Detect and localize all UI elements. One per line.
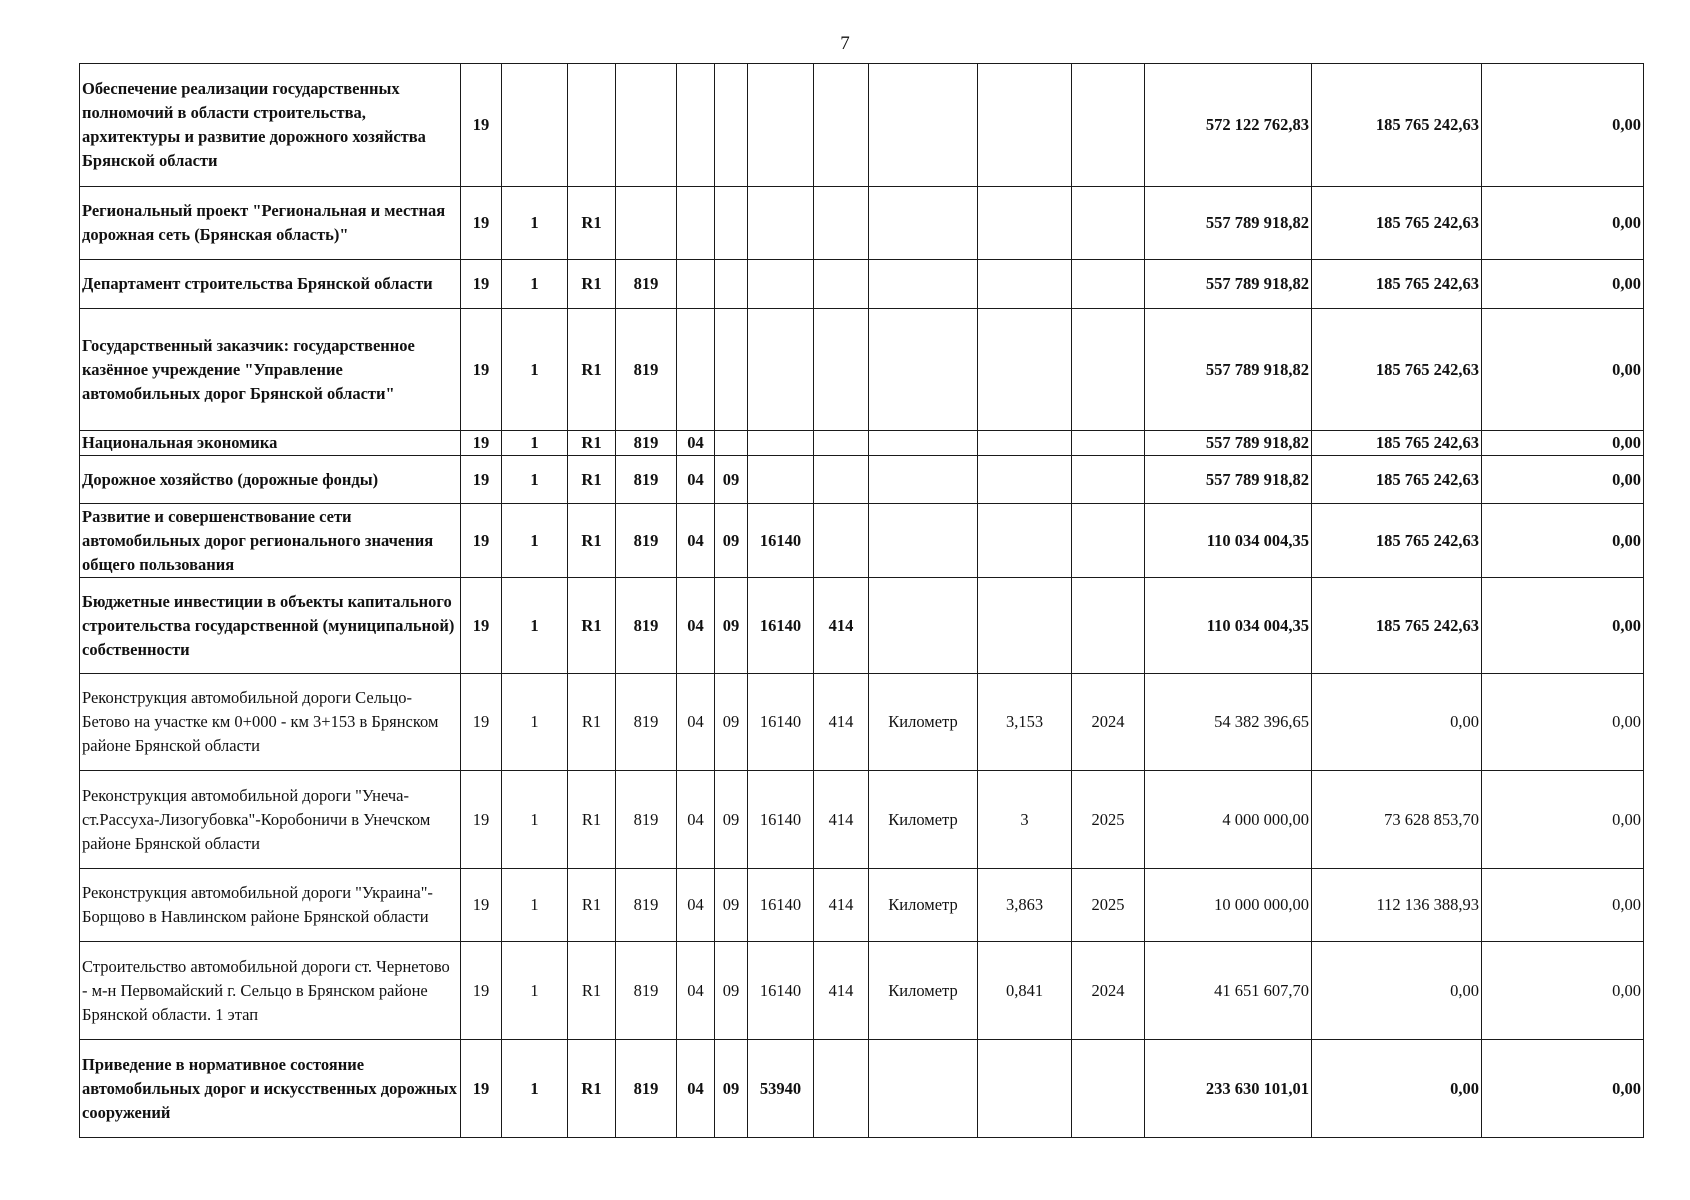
cell-unit <box>869 504 978 578</box>
table-row <box>80 431 1644 456</box>
cell-year: 2025 <box>1072 869 1145 942</box>
cell-amount-2: 185 765 242,63 <box>1312 64 1482 187</box>
cell-capacity <box>978 456 1072 504</box>
cell-year: 2024 <box>1072 942 1145 1040</box>
cell-year <box>1072 260 1145 309</box>
cell-capacity: 3 <box>978 771 1072 869</box>
cell-project: R1 <box>568 942 616 1040</box>
cell-year: 2024 <box>1072 674 1145 771</box>
cell-expense-type: 414 <box>814 674 869 771</box>
cell-name: Национальная экономика <box>80 431 461 456</box>
budget-table <box>79 63 1644 1138</box>
cell-amount-3: 0,00 <box>1482 456 1644 504</box>
cell-expense-type <box>814 504 869 578</box>
cell-name: Региональный проект "Региональная и местная дорожная сеть (Брянская область)" <box>80 187 461 260</box>
cell-program: 19 <box>461 431 502 456</box>
cell-amount-1: 54 382 396,65 <box>1145 674 1312 771</box>
cell-amount-1: 572 122 762,83 <box>1145 64 1312 187</box>
cell-direction: 16140 <box>748 771 814 869</box>
cell-grbs: 819 <box>616 674 677 771</box>
table-body <box>80 64 1644 1138</box>
cell-year <box>1072 456 1145 504</box>
cell-amount-2: 112 136 388,93 <box>1312 869 1482 942</box>
cell-unit: Километр <box>869 674 978 771</box>
cell-program: 19 <box>461 578 502 674</box>
cell-amount-3: 0,00 <box>1482 187 1644 260</box>
cell-section: 04 <box>677 1040 715 1138</box>
cell-name: Приведение в нормативное состояние автомобильных дорог и искусственных дорожных сооружений <box>80 1040 461 1138</box>
cell-direction <box>748 309 814 431</box>
cell-subprogram: 1 <box>502 456 568 504</box>
cell-capacity <box>978 578 1072 674</box>
cell-amount-1: 233 630 101,01 <box>1145 1040 1312 1138</box>
cell-program: 19 <box>461 869 502 942</box>
cell-name: Развитие и совершенствование сети автомобильных дорог регионального значения общего пользования <box>80 504 461 578</box>
table-row <box>80 942 1644 1040</box>
cell-unit <box>869 456 978 504</box>
cell-amount-2: 0,00 <box>1312 942 1482 1040</box>
cell-amount-1: 4 000 000,00 <box>1145 771 1312 869</box>
cell-amount-3: 0,00 <box>1482 771 1644 869</box>
cell-unit <box>869 1040 978 1138</box>
cell-amount-2: 185 765 242,63 <box>1312 260 1482 309</box>
cell-amount-2: 185 765 242,63 <box>1312 187 1482 260</box>
cell-name: Департамент строительства Брянской области <box>80 260 461 309</box>
cell-name: Реконструкция автомобильной дороги Сельцо-Бетово на участке км 0+000 - км 3+153 в Брянском районе Брянской области <box>80 674 461 771</box>
cell-name: Обеспечение реализации государственных полномочий в области строительства, архитектуры и развитие дорожного хозяйства Брянской области <box>80 64 461 187</box>
cell-name: Реконструкция автомобильной дороги "Унеча-ст.Рассуха-Лизогубовка"-Коробоничи в Унечском районе Брянской области <box>80 771 461 869</box>
cell-amount-2: 185 765 242,63 <box>1312 431 1482 456</box>
cell-subsection: 09 <box>715 504 748 578</box>
cell-name: Бюджетные инвестиции в объекты капитального строительства государственной (муниципальной) собственности <box>80 578 461 674</box>
cell-subsection: 09 <box>715 578 748 674</box>
cell-name: Государственный заказчик: государственное казённое учреждение "Управление автомобильных дорог Брянской области" <box>80 309 461 431</box>
cell-amount-2: 0,00 <box>1312 1040 1482 1138</box>
cell-expense-type: 414 <box>814 942 869 1040</box>
cell-amount-1: 557 789 918,82 <box>1145 187 1312 260</box>
cell-grbs: 819 <box>616 260 677 309</box>
cell-project: R1 <box>568 674 616 771</box>
cell-subprogram <box>502 64 568 187</box>
cell-section: 04 <box>677 456 715 504</box>
cell-direction <box>748 431 814 456</box>
cell-expense-type <box>814 456 869 504</box>
table-row <box>80 869 1644 942</box>
cell-subprogram: 1 <box>502 674 568 771</box>
cell-direction: 16140 <box>748 869 814 942</box>
cell-expense-type <box>814 64 869 187</box>
cell-expense-type <box>814 260 869 309</box>
cell-expense-type: 414 <box>814 771 869 869</box>
table-row <box>80 309 1644 431</box>
cell-program: 19 <box>461 456 502 504</box>
cell-grbs: 819 <box>616 456 677 504</box>
cell-section: 04 <box>677 504 715 578</box>
cell-direction: 16140 <box>748 942 814 1040</box>
cell-subsection <box>715 187 748 260</box>
cell-year <box>1072 578 1145 674</box>
cell-section <box>677 187 715 260</box>
cell-unit: Километр <box>869 942 978 1040</box>
cell-subprogram: 1 <box>502 260 568 309</box>
cell-amount-3: 0,00 <box>1482 942 1644 1040</box>
cell-subsection: 09 <box>715 942 748 1040</box>
cell-subprogram: 1 <box>502 942 568 1040</box>
cell-year <box>1072 64 1145 187</box>
cell-amount-1: 41 651 607,70 <box>1145 942 1312 1040</box>
cell-expense-type <box>814 187 869 260</box>
cell-program: 19 <box>461 942 502 1040</box>
cell-subprogram: 1 <box>502 771 568 869</box>
cell-direction: 16140 <box>748 578 814 674</box>
table-row <box>80 504 1644 578</box>
cell-subsection <box>715 309 748 431</box>
cell-subprogram: 1 <box>502 1040 568 1138</box>
cell-amount-2: 0,00 <box>1312 674 1482 771</box>
cell-amount-3: 0,00 <box>1482 431 1644 456</box>
cell-project: R1 <box>568 869 616 942</box>
cell-amount-3: 0,00 <box>1482 64 1644 187</box>
cell-unit <box>869 578 978 674</box>
cell-section: 04 <box>677 771 715 869</box>
cell-direction <box>748 187 814 260</box>
table-row <box>80 260 1644 309</box>
cell-subprogram: 1 <box>502 187 568 260</box>
cell-capacity <box>978 187 1072 260</box>
cell-name: Дорожное хозяйство (дорожные фонды) <box>80 456 461 504</box>
cell-subsection: 09 <box>715 674 748 771</box>
cell-project: R1 <box>568 1040 616 1138</box>
cell-year <box>1072 187 1145 260</box>
cell-amount-2: 185 765 242,63 <box>1312 578 1482 674</box>
cell-section: 04 <box>677 431 715 456</box>
cell-name: Строительство автомобильной дороги ст. Чернетово - м-н Первомайский г. Сельцо в Брянском районе Брянской области. 1 этап <box>80 942 461 1040</box>
cell-grbs: 819 <box>616 869 677 942</box>
cell-expense-type: 414 <box>814 578 869 674</box>
cell-direction: 16140 <box>748 674 814 771</box>
cell-program: 19 <box>461 674 502 771</box>
cell-subsection: 09 <box>715 869 748 942</box>
table-row <box>80 578 1644 674</box>
cell-project <box>568 64 616 187</box>
cell-subprogram: 1 <box>502 578 568 674</box>
cell-subsection: 09 <box>715 771 748 869</box>
cell-direction <box>748 64 814 187</box>
cell-subsection <box>715 431 748 456</box>
cell-project: R1 <box>568 187 616 260</box>
cell-amount-1: 557 789 918,82 <box>1145 260 1312 309</box>
cell-capacity <box>978 309 1072 431</box>
cell-amount-3: 0,00 <box>1482 309 1644 431</box>
table-row <box>80 456 1644 504</box>
cell-grbs: 819 <box>616 431 677 456</box>
cell-capacity: 0,841 <box>978 942 1072 1040</box>
cell-subprogram: 1 <box>502 309 568 431</box>
cell-direction: 16140 <box>748 504 814 578</box>
cell-subsection: 09 <box>715 1040 748 1138</box>
cell-amount-3: 0,00 <box>1482 674 1644 771</box>
cell-section <box>677 64 715 187</box>
cell-section <box>677 260 715 309</box>
cell-section: 04 <box>677 674 715 771</box>
cell-project: R1 <box>568 578 616 674</box>
cell-capacity <box>978 260 1072 309</box>
cell-capacity: 3,863 <box>978 869 1072 942</box>
cell-capacity <box>978 1040 1072 1138</box>
cell-amount-2: 185 765 242,63 <box>1312 309 1482 431</box>
cell-direction <box>748 456 814 504</box>
cell-capacity <box>978 504 1072 578</box>
cell-expense-type <box>814 431 869 456</box>
cell-amount-1: 557 789 918,82 <box>1145 456 1312 504</box>
cell-unit <box>869 309 978 431</box>
cell-section: 04 <box>677 942 715 1040</box>
cell-unit <box>869 64 978 187</box>
cell-subsection <box>715 64 748 187</box>
table-row <box>80 771 1644 869</box>
cell-expense-type: 414 <box>814 869 869 942</box>
cell-capacity <box>978 431 1072 456</box>
cell-amount-1: 557 789 918,82 <box>1145 431 1312 456</box>
cell-year: 2025 <box>1072 771 1145 869</box>
cell-program: 19 <box>461 504 502 578</box>
cell-unit: Километр <box>869 771 978 869</box>
cell-grbs <box>616 187 677 260</box>
cell-amount-1: 557 789 918,82 <box>1145 309 1312 431</box>
cell-program: 19 <box>461 187 502 260</box>
cell-program: 19 <box>461 309 502 431</box>
cell-amount-3: 0,00 <box>1482 578 1644 674</box>
cell-subprogram: 1 <box>502 431 568 456</box>
cell-unit <box>869 187 978 260</box>
cell-amount-1: 110 034 004,35 <box>1145 504 1312 578</box>
cell-amount-1: 110 034 004,35 <box>1145 578 1312 674</box>
cell-program: 19 <box>461 771 502 869</box>
cell-grbs <box>616 64 677 187</box>
cell-amount-1: 10 000 000,00 <box>1145 869 1312 942</box>
cell-year <box>1072 504 1145 578</box>
cell-amount-3: 0,00 <box>1482 504 1644 578</box>
cell-year <box>1072 1040 1145 1138</box>
cell-unit <box>869 431 978 456</box>
cell-grbs: 819 <box>616 309 677 431</box>
cell-project: R1 <box>568 771 616 869</box>
cell-amount-3: 0,00 <box>1482 1040 1644 1138</box>
cell-project: R1 <box>568 456 616 504</box>
cell-section: 04 <box>677 869 715 942</box>
cell-expense-type <box>814 1040 869 1138</box>
cell-grbs: 819 <box>616 771 677 869</box>
page-number: 7 <box>840 33 850 54</box>
cell-capacity <box>978 64 1072 187</box>
cell-program: 19 <box>461 1040 502 1138</box>
cell-project: R1 <box>568 260 616 309</box>
cell-expense-type <box>814 309 869 431</box>
cell-subsection: 09 <box>715 456 748 504</box>
cell-project: R1 <box>568 431 616 456</box>
table-row <box>80 64 1644 187</box>
cell-amount-2: 185 765 242,63 <box>1312 504 1482 578</box>
cell-year <box>1072 431 1145 456</box>
cell-project: R1 <box>568 504 616 578</box>
table-row <box>80 1040 1644 1138</box>
cell-amount-3: 0,00 <box>1482 260 1644 309</box>
cell-subprogram: 1 <box>502 504 568 578</box>
cell-section <box>677 309 715 431</box>
cell-name: Реконструкция автомобильной дороги "Украина"-Борщово в Навлинском районе Брянской области <box>80 869 461 942</box>
cell-direction: 53940 <box>748 1040 814 1138</box>
cell-amount-2: 185 765 242,63 <box>1312 456 1482 504</box>
cell-unit <box>869 260 978 309</box>
cell-year <box>1072 309 1145 431</box>
cell-direction <box>748 260 814 309</box>
cell-subprogram: 1 <box>502 869 568 942</box>
table-row <box>80 187 1644 260</box>
cell-project: R1 <box>568 309 616 431</box>
cell-section: 04 <box>677 578 715 674</box>
cell-amount-3: 0,00 <box>1482 869 1644 942</box>
cell-unit: Километр <box>869 869 978 942</box>
cell-grbs: 819 <box>616 578 677 674</box>
cell-amount-2: 73 628 853,70 <box>1312 771 1482 869</box>
cell-program: 19 <box>461 64 502 187</box>
cell-subsection <box>715 260 748 309</box>
cell-program: 19 <box>461 260 502 309</box>
cell-grbs: 819 <box>616 504 677 578</box>
cell-grbs: 819 <box>616 942 677 1040</box>
cell-capacity: 3,153 <box>978 674 1072 771</box>
cell-grbs: 819 <box>616 1040 677 1138</box>
table-row <box>80 674 1644 771</box>
